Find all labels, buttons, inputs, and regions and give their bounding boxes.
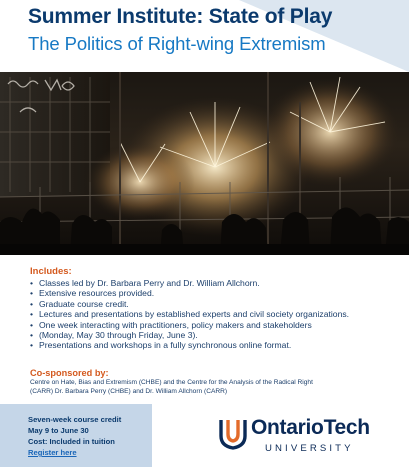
list-item: • One week interacting with practitioners, policy makers and stakeholders — [30, 320, 400, 330]
logo-subtext: UNIVERSITY — [265, 443, 354, 454]
page-subtitle: The Politics of Right-wing Extremism — [28, 33, 326, 54]
cosponsored-heading: Co-sponsored by: — [30, 368, 109, 378]
cosponsored-line: Centre on Hate, Bias and Extremism (CHBE) and the Centre for the Analysis of the Radical Right — [30, 379, 313, 386]
cosponsored-text — [30, 378, 398, 396]
course-credit: Seven-week course credit — [28, 415, 122, 424]
protest-fireworks-photo — [0, 72, 409, 255]
list-item: • Graduate course credit. — [30, 299, 400, 309]
list-item: • (Monday, May 30 through Friday, June 3). — [30, 330, 400, 340]
course-cost: Cost: Included in tuition — [28, 437, 115, 446]
includes-heading: Includes: — [30, 266, 72, 277]
register-link[interactable]: Register here — [28, 448, 77, 457]
includes-list — [30, 278, 400, 351]
spacer-band — [0, 255, 409, 263]
list-item: • Extensive resources provided. — [30, 288, 400, 298]
list-item: • Lectures and presentations by established experts and civil society organizations. — [30, 309, 400, 319]
logo-name-part1: Ontario — [251, 416, 324, 439]
cosponsored-line: (CARR) Dr. Barbara Perry (CHBE) and Dr. William Allchorn (CARR) — [30, 388, 228, 395]
list-item: • Classes led by Dr. Barbara Perry and Dr. William Allchorn. — [30, 278, 400, 288]
course-dates: May 9 to June 30 — [28, 426, 89, 435]
ontario-tech-logo — [218, 412, 398, 462]
course-info-box — [0, 404, 152, 467]
logo-wordmark — [251, 416, 370, 440]
logo-name-part2: Tech — [323, 416, 370, 439]
header — [0, 0, 409, 72]
ontario-tech-shield-icon — [218, 416, 248, 450]
list-item: • Presentations and workshops in a fully synchronous online format. — [30, 340, 400, 350]
page-title: Summer Institute: State of Play — [28, 5, 333, 28]
